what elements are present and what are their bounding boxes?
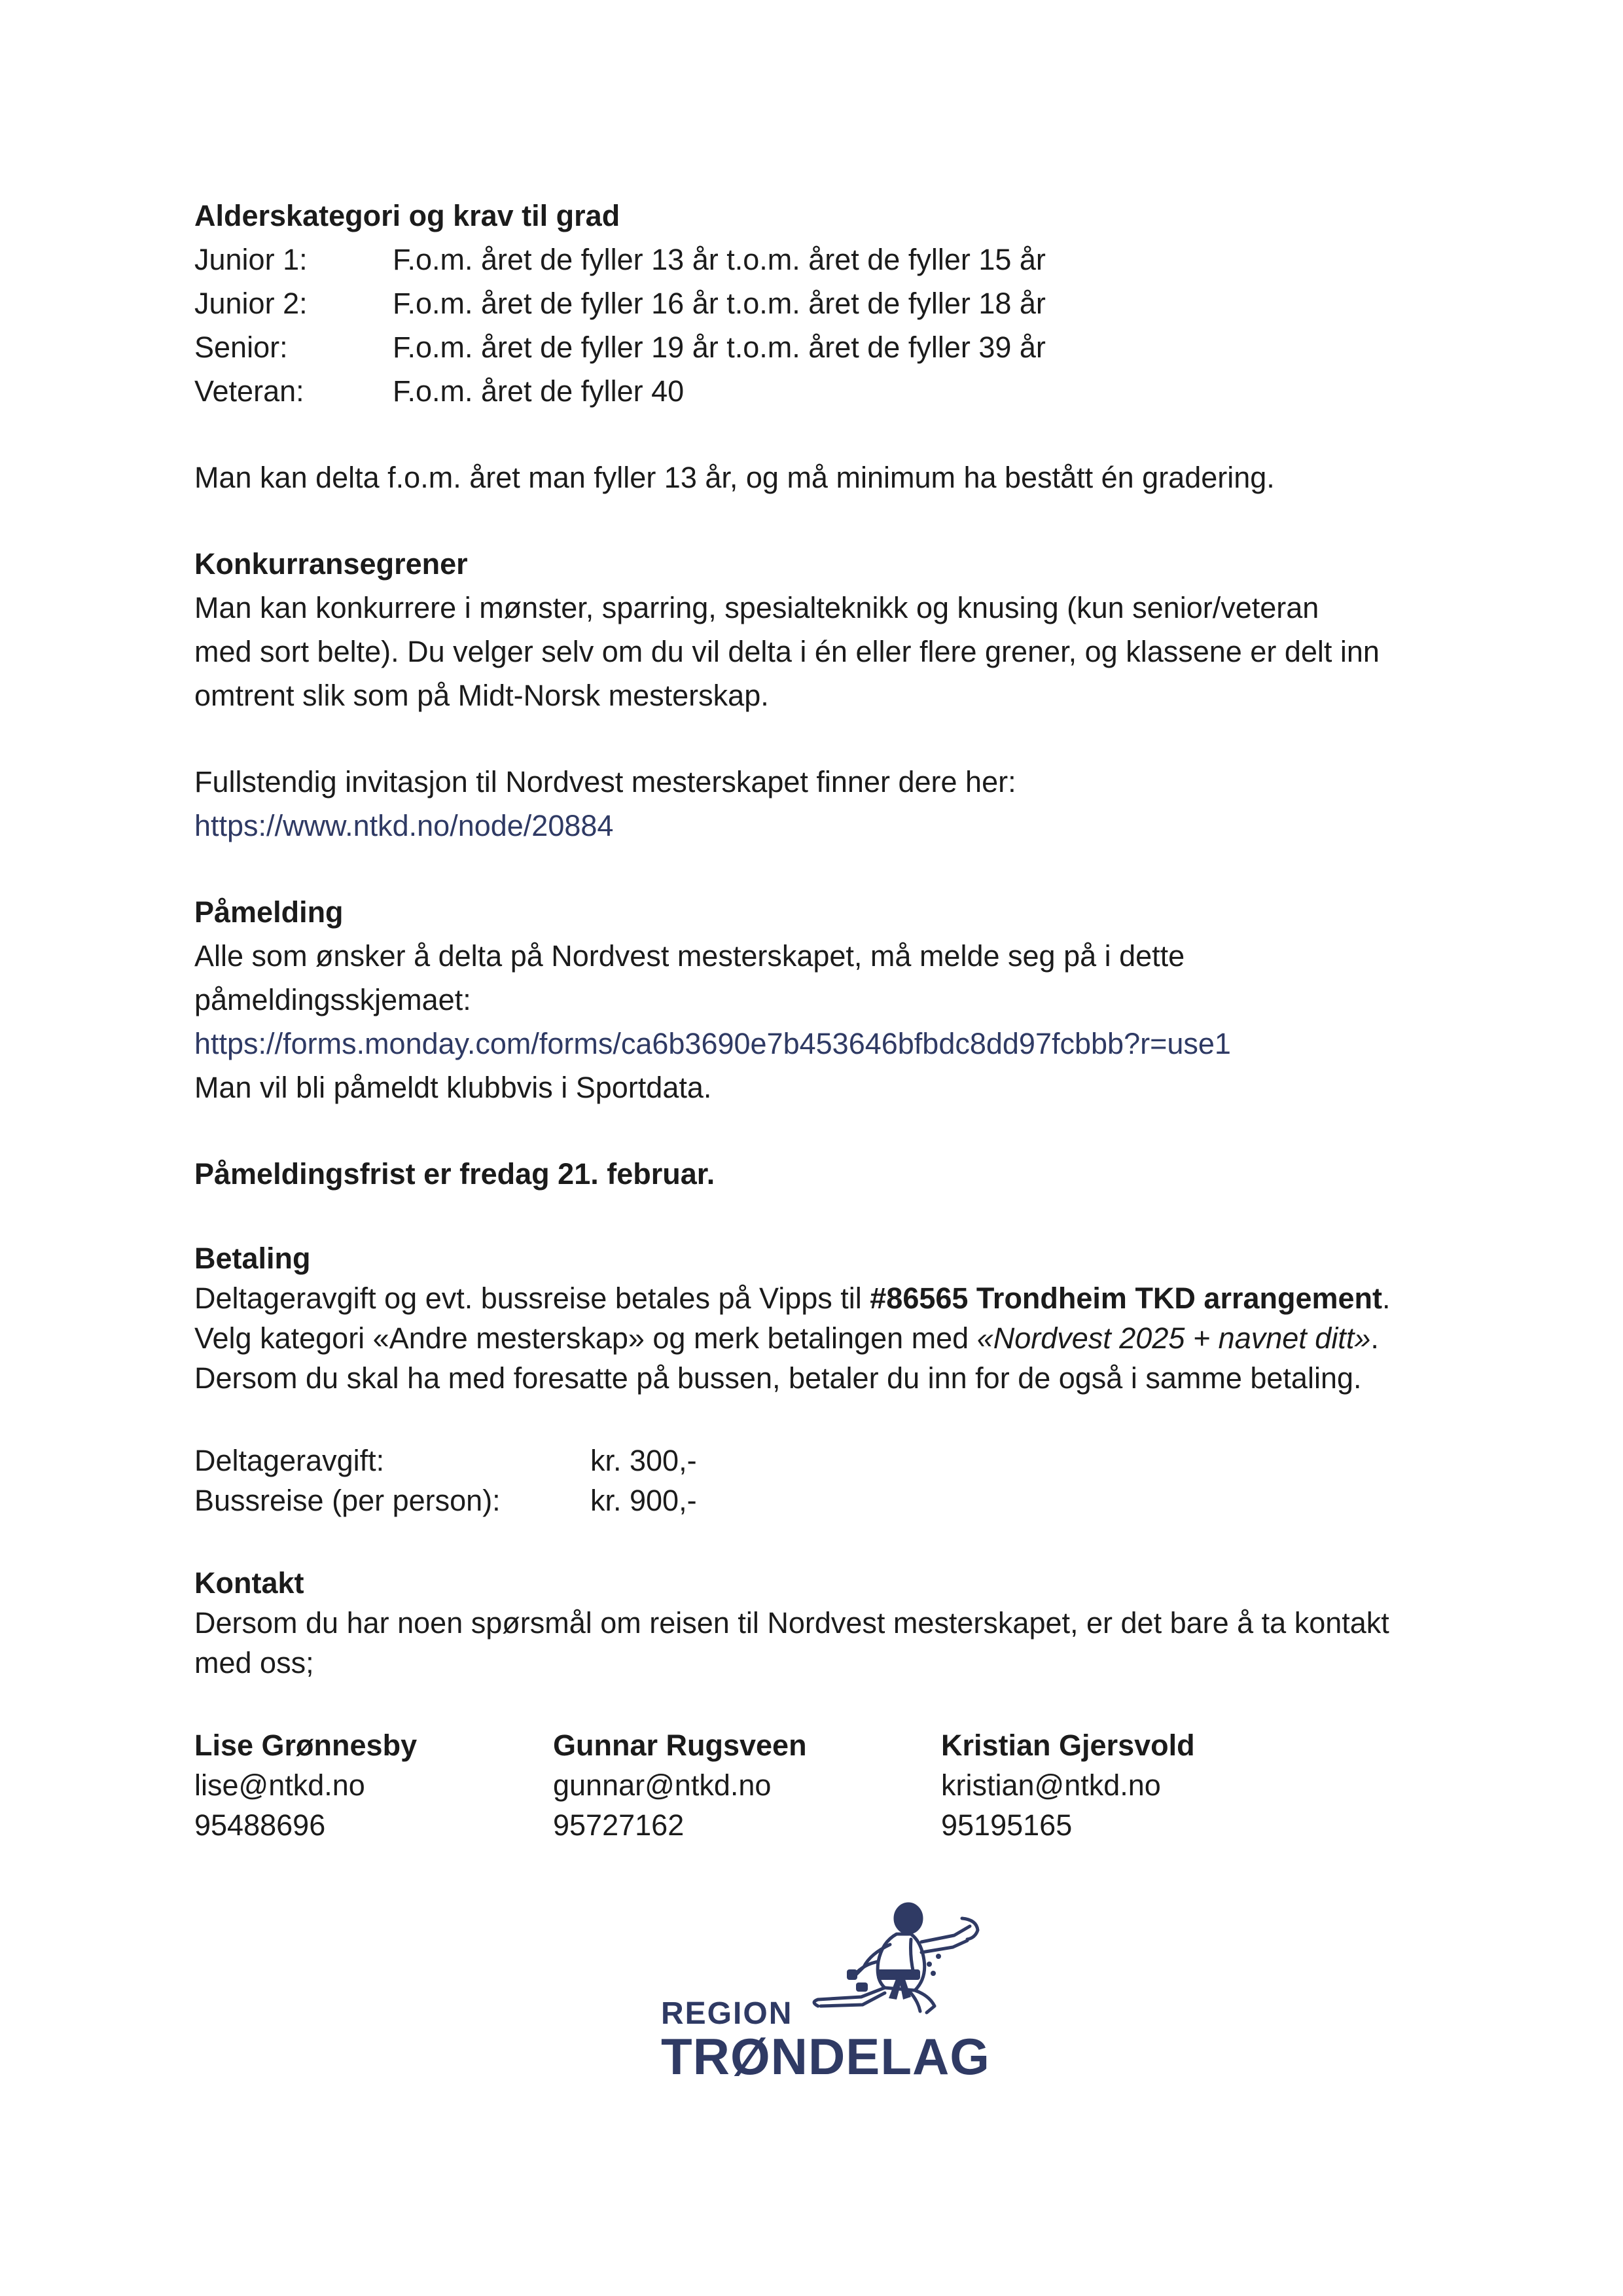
fee-label: Bussreise (per person): (194, 1484, 501, 1517)
invitation-section (194, 760, 1438, 848)
paragraph-line: Alle som ønsker å delta på Nordvest mesterskapet, må melde seg på i dette (194, 939, 1185, 973)
paragraph-line: Dersom du har noen spørsmål om reisen til Nordvest mesterskapet, er det bare å ta kontakt (194, 1606, 1389, 1640)
punctuation: . (1382, 1282, 1391, 1315)
paragraph-line: påmeldingsskjemaet: (194, 983, 471, 1016)
contact-card (194, 1725, 553, 1845)
age-row (194, 369, 1438, 413)
contact-heading: Kontakt (194, 1566, 304, 1600)
contact-email[interactable]: kristian@ntkd.no (941, 1768, 1161, 1802)
fee-row (194, 1441, 1438, 1480)
paragraph-line: Dersom du skal ha med foresatte på bussen, betaler du inn for de også i samme betaling. (194, 1361, 1362, 1395)
paragraph-line: med oss; (194, 1646, 314, 1679)
contact-phone: 95488696 (194, 1808, 326, 1842)
deadline-notice: Påmeldingsfrist er fredag 21. februar. (194, 1157, 715, 1191)
contact-name: Lise Grønnesby (194, 1729, 418, 1762)
age-row (194, 325, 1438, 369)
fees-section (194, 1441, 1438, 1520)
contact-list (194, 1725, 1438, 1845)
age-label: Junior 1: (194, 243, 308, 276)
region-trondelag-logo (661, 1901, 995, 2091)
age-row (194, 281, 1438, 325)
age-text: F.o.m. året de fyller 19 år t.o.m. året de fyller 39 år (393, 331, 1046, 364)
age-text: F.o.m. året de fyller 40 (393, 374, 685, 408)
payment-heading: Betaling (194, 1242, 311, 1275)
age-section (194, 194, 1438, 413)
logo-region-text: REGION (661, 1996, 793, 2031)
punctuation: . (1370, 1321, 1379, 1355)
paragraph-line: med sort belte). Du velger selv om du vil delta i én eller flere grener, og klassene er delt inn (194, 635, 1380, 668)
paragraph-line (194, 1278, 1438, 1318)
contact-section (194, 1563, 1438, 1683)
taekwondo-kicker-icon (798, 1901, 995, 2016)
invitation-text: Fullstendig invitasjon til Nordvest mesterskapet finner dere her: (194, 765, 1016, 798)
contact-name: Kristian Gjersvold (941, 1729, 1195, 1762)
paragraph-line: Man kan konkurrere i mønster, sparring, spesialteknikk og knusing (kun senior/veteran (194, 591, 1319, 624)
age-row (194, 238, 1438, 281)
age-label: Junior 2: (194, 287, 308, 320)
contact-card (553, 1725, 941, 1845)
registration-heading: Påmelding (194, 895, 344, 929)
contact-card (941, 1725, 1268, 1845)
age-heading: Alderskategori og krav til grad (194, 199, 620, 232)
participation-note: Man kan delta f.o.m. året man fyller 13 år, og må minimum ha bestått én gradering. (194, 461, 1275, 494)
payment-text: Deltageravgift og evt. bussreise betales på Vipps til (194, 1282, 870, 1315)
paragraph-line: omtrent slik som på Midt-Norsk mesterskap. (194, 679, 769, 712)
branches-heading: Konkurransegrener (194, 547, 468, 581)
fee-value: kr. 300,- (590, 1444, 697, 1477)
payment-reference: «Nordvest 2025 + navnet ditt» (976, 1321, 1371, 1355)
branches-section (194, 542, 1438, 717)
contact-email[interactable]: lise@ntkd.no (194, 1768, 365, 1802)
fee-value: kr. 900,- (590, 1484, 697, 1517)
payment-text: Velg kategori «Andre mesterskap» og merk betalingen med (194, 1321, 977, 1355)
logo-trondelag-text: TRØNDELAG (661, 2028, 990, 2085)
age-label: Senior: (194, 331, 288, 364)
contact-email[interactable]: gunnar@ntkd.no (553, 1768, 772, 1802)
document-page (194, 194, 1438, 1845)
contact-phone: 95195165 (941, 1808, 1073, 1842)
fee-label: Deltageravgift: (194, 1444, 385, 1477)
invitation-link[interactable]: https://www.ntkd.no/node/20884 (194, 809, 614, 842)
contact-phone: 95727162 (553, 1808, 685, 1842)
registration-section (194, 890, 1438, 1109)
paragraph-line (194, 1318, 1438, 1358)
fee-row (194, 1480, 1438, 1520)
contact-name: Gunnar Rugsveen (553, 1729, 807, 1762)
registration-form-link[interactable]: https://forms.monday.com/forms/ca6b3690e7b453646bfbdc8dd97fcbbb?r=use1 (194, 1027, 1231, 1060)
payment-section (194, 1238, 1438, 1398)
age-text: F.o.m. året de fyller 13 år t.o.m. året de fyller 15 år (393, 243, 1046, 276)
age-text: F.o.m. året de fyller 16 år t.o.m. året de fyller 18 år (393, 287, 1046, 320)
paragraph-line: Man vil bli påmeldt klubbvis i Sportdata. (194, 1071, 712, 1104)
vipps-number: #86565 Trondheim TKD arrangement (870, 1282, 1383, 1315)
age-label: Veteran: (194, 374, 304, 408)
